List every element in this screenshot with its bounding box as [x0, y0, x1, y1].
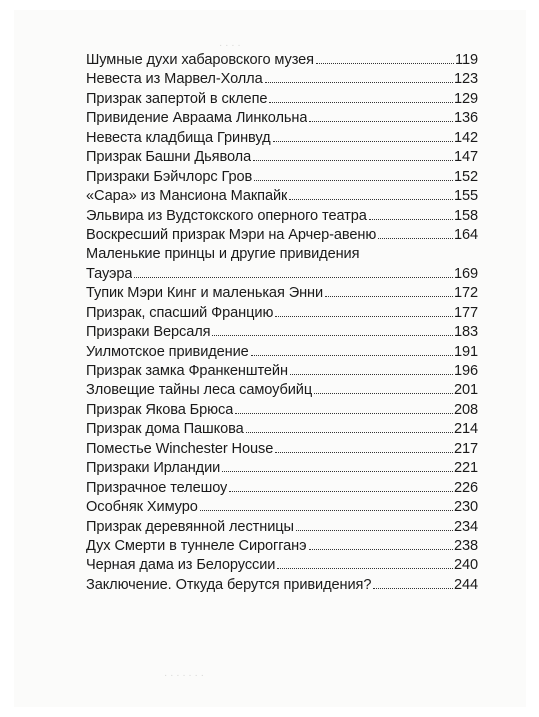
toc-entry-page-number: 196 [453, 363, 478, 379]
toc-entry-title: Призраки Ирландии [86, 460, 221, 477]
dot-leader [229, 491, 453, 492]
toc-entry-page-number: 152 [453, 168, 478, 185]
dot-leader [246, 432, 453, 433]
toc-entry [86, 227, 478, 246]
toc-entry-title: Призраки Версаля [86, 324, 211, 341]
toc-entry-page-number: 234 [453, 518, 478, 535]
toc-entry-title: Черная дама из Белоруссии [86, 557, 276, 574]
toc-entry-title: Особняк Химуро [86, 499, 198, 516]
toc-entry-title: Эльвира из Вудстокского оперного театра [86, 207, 367, 224]
toc-entry-page-number: 158 [453, 207, 478, 224]
toc-entry-page-number: 244 [453, 576, 478, 593]
toc-entry [86, 188, 478, 207]
dot-leader [369, 219, 453, 220]
toc-entry-page-number: 201 [453, 382, 478, 399]
dot-leader [309, 549, 453, 550]
toc-entry-title: Маленькие принцы и другие привидения [86, 246, 360, 263]
toc-entry [86, 382, 478, 401]
toc-entry [86, 305, 478, 324]
toc-entry [86, 460, 478, 479]
toc-entry [86, 52, 478, 71]
toc-entry-title: Призрак Якова Брюса [86, 401, 234, 418]
toc-entry-title: Призрак деревянной лестницы [86, 518, 294, 535]
toc-entry-page-number: 169 [453, 265, 478, 282]
toc-entry-page-number: 172 [453, 285, 478, 302]
toc-entry-title: Призрак запертой в склепе [86, 90, 268, 107]
dot-leader [251, 355, 453, 356]
toc-entry-title: Тупик Мэри Кинг и маленькая Энни [86, 285, 324, 302]
dot-leader [277, 568, 453, 569]
dot-leader [296, 530, 453, 531]
dot-leader [200, 510, 453, 511]
toc-entry [86, 91, 478, 110]
dot-leader [265, 82, 453, 83]
toc-entry [86, 363, 478, 382]
dot-leader [269, 102, 453, 103]
dot-leader [275, 452, 453, 453]
toc-entry-page-number: 136 [453, 110, 478, 127]
dot-leader [316, 63, 454, 64]
toc-entry [86, 499, 478, 518]
toc-entry-page-number: 119 [455, 52, 478, 68]
toc-entry [86, 441, 478, 460]
dot-leader [253, 160, 453, 161]
toc-entry [86, 266, 478, 285]
toc-entry [86, 110, 478, 129]
dot-leader [289, 199, 453, 200]
toc-entry-page-number: 238 [453, 537, 478, 554]
dot-leader [314, 393, 453, 394]
toc-entry-title: Тауэра [86, 265, 133, 282]
toc-entry-title: Призрак замка Франкенштейн [86, 363, 288, 379]
dot-leader [212, 335, 452, 336]
toc-entry [86, 577, 478, 596]
toc-entry-page-number: 208 [453, 401, 478, 418]
bleed-through-text: · · · · · · · [164, 670, 204, 681]
toc-entry-title: Призрак, спасший Францию [86, 304, 274, 321]
toc-entry-title: Заключение. Откуда берутся привидения? [86, 576, 372, 593]
toc-entry-page-number: 155 [453, 188, 478, 205]
toc-entry-page-number: 226 [453, 479, 478, 496]
table-of-contents [86, 52, 478, 596]
toc-entry-page-number: 217 [453, 440, 478, 457]
toc-entry [86, 402, 478, 421]
toc-entry [86, 149, 478, 168]
dot-leader [134, 277, 453, 278]
toc-entry-page-number: 240 [453, 557, 478, 574]
dot-leader [309, 121, 453, 122]
dot-leader [373, 588, 453, 589]
toc-entry-title: Воскресший призрак Мэри на Арчер-авеню [86, 226, 377, 243]
toc-entry-title: Невеста из Марвел-Холла [86, 71, 263, 88]
toc-entry-title: Призрачное телешоу [86, 479, 228, 496]
toc-entry-page-number: 177 [453, 304, 478, 321]
toc-entry-title: Шумные духи хабаровского музея [86, 52, 314, 68]
toc-entry [86, 421, 478, 440]
toc-entry-title: Привидение Авраама Линкольна [86, 110, 308, 127]
dot-leader [273, 141, 453, 142]
toc-entry-title: Призраки Бэйчлорс Гров [86, 168, 253, 185]
toc-entry-title: Поместье Winchester House [86, 440, 274, 457]
toc-entry [86, 71, 478, 90]
dot-leader [254, 180, 453, 181]
toc-entry-page-number: 123 [453, 71, 478, 88]
toc-entry [86, 285, 478, 304]
dot-leader [325, 296, 453, 297]
toc-entry [86, 480, 478, 499]
toc-entry-title: Призрак дома Пашкова [86, 421, 244, 438]
toc-entry [86, 519, 478, 538]
dot-leader [222, 471, 453, 472]
toc-entry-title: Призрак Башни Дьявола [86, 149, 252, 166]
toc-entry-page-number: 129 [453, 90, 478, 107]
toc-entry [86, 538, 478, 557]
toc-entry-title: Невеста кладбища Гринвуд [86, 129, 271, 146]
dot-leader [290, 374, 453, 375]
toc-entry-page-number: 183 [453, 324, 478, 341]
toc-entry [86, 246, 478, 265]
toc-entry-page-number: 142 [453, 129, 478, 146]
dot-leader [275, 316, 453, 317]
toc-entry [86, 130, 478, 149]
toc-entry-page-number: 214 [453, 421, 478, 438]
toc-entry [86, 324, 478, 343]
toc-entry [86, 344, 478, 363]
dot-leader [378, 238, 453, 239]
toc-entry [86, 557, 478, 576]
toc-entry-title: «Сара» из Мансиона Макпайк [86, 188, 288, 205]
dot-leader [235, 413, 453, 414]
toc-entry-page-number: 164 [453, 226, 478, 243]
toc-entry-page-number: 191 [453, 343, 478, 360]
toc-entry-page-number: 147 [453, 149, 478, 166]
toc-entry-title: Уилмотское привидение [86, 343, 249, 360]
toc-entry [86, 169, 478, 188]
bleed-through-text: · · · · [219, 40, 241, 51]
toc-entry [86, 208, 478, 227]
toc-entry-title: Зловещие тайны леса самоубийц [86, 382, 313, 399]
toc-entry-page-number: 221 [453, 460, 478, 477]
toc-entry-title: Дух Смерти в туннеле Сирогганэ [86, 537, 307, 554]
toc-entry-page-number: 230 [453, 499, 478, 516]
